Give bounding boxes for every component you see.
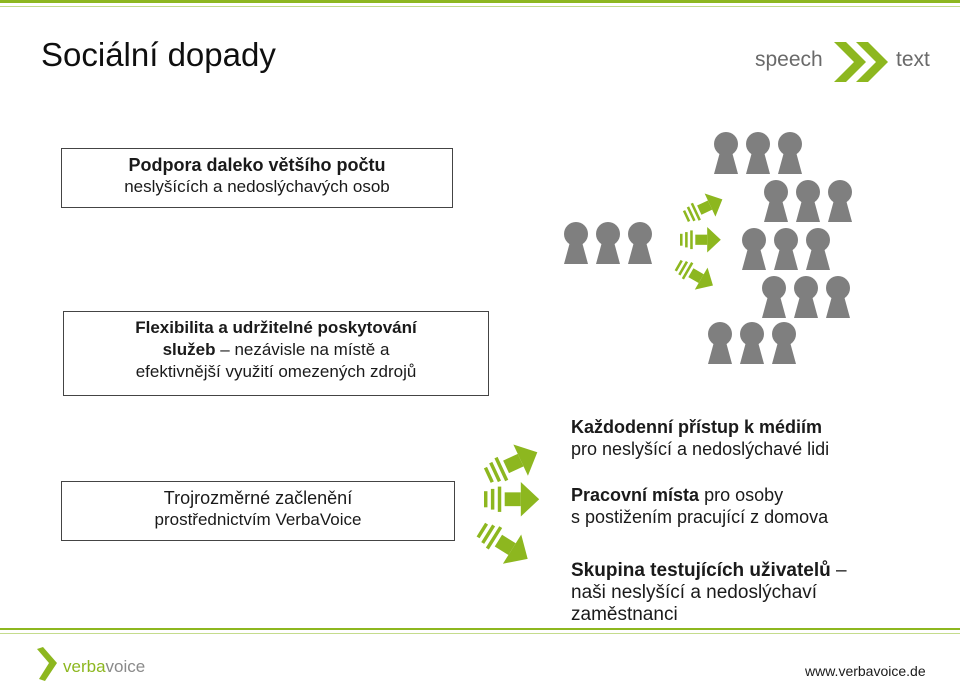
footer-url[interactable]: www.verbavoice.de — [805, 663, 926, 679]
arrow-down-icon — [671, 254, 719, 296]
box-flex-line3: efektivnější využití omezených zdrojů — [135, 362, 417, 381]
box-inclusion-line2: prostřednictvím VerbaVoice — [154, 510, 362, 529]
person-icon — [828, 180, 852, 222]
verbavoice-logo — [35, 645, 175, 683]
person-icon — [772, 322, 796, 364]
large-arrow-right-icon — [484, 482, 539, 517]
item-media-rest: pro neslyšící a nedoslýchavé lidi — [571, 439, 830, 459]
person-icon — [762, 276, 786, 318]
person-icon — [714, 132, 738, 174]
person-icon — [778, 132, 802, 174]
person-icon — [628, 222, 652, 264]
person-icon — [774, 228, 798, 270]
box-flex-bold1: Flexibilita a udržitelné poskytování — [135, 318, 417, 337]
item-media-bold: Každodenní přístup k médiím — [571, 417, 823, 437]
box-flex-rest2: nezávisle na místě a — [234, 340, 390, 359]
person-icon — [764, 180, 788, 222]
person-icon — [742, 228, 766, 270]
item-jobs-bold: Pracovní místa — [571, 485, 700, 505]
person-icon — [806, 228, 830, 270]
box-flex-bold2: služeb — [162, 340, 216, 359]
slide-title: Sociální dopady — [41, 36, 276, 73]
box-inclusion-line1: Trojrozměrné začlenění — [163, 488, 353, 508]
box-flex-dash: – — [220, 340, 230, 359]
person-icon — [794, 276, 818, 318]
logo-word-text: text — [896, 48, 930, 71]
bottom-accent-line — [0, 628, 960, 630]
brand-verba: verba — [63, 657, 106, 676]
verbavoice-wordmark — [63, 657, 145, 677]
large-arrow-up-icon — [480, 437, 545, 492]
person-icon — [596, 222, 620, 264]
person-icon — [708, 322, 732, 364]
brand-voice: voice — [105, 657, 146, 676]
arrow-right-icon — [680, 227, 721, 253]
item-jobs-inline: pro osoby — [704, 485, 784, 505]
person-icon — [564, 222, 588, 264]
large-arrow-down-icon — [472, 515, 537, 574]
item-test-bold: Skupina testujících uživatelů — [571, 560, 831, 581]
person-icon — [740, 322, 764, 364]
person-icon — [826, 276, 850, 318]
box-support-line2: neslyšících a nedoslýchavých osob — [124, 177, 390, 196]
box-support-line1: Podpora daleko většího počtu — [128, 155, 386, 175]
item-jobs-rest: s postižením pracující z domova — [571, 507, 829, 527]
person-icon — [796, 180, 820, 222]
person-icon — [746, 132, 770, 174]
verbavoice-mark-icon — [35, 645, 65, 683]
arrow-up-icon — [680, 188, 728, 228]
logo-word-speech: speech — [755, 48, 823, 71]
item-test-rest2: zaměstnanci — [571, 604, 678, 625]
bottom-accent-line-thin — [0, 633, 960, 634]
item-test-rest: naši neslyšící a nedoslýchaví — [571, 582, 818, 603]
item-test-dash: – — [836, 560, 847, 581]
